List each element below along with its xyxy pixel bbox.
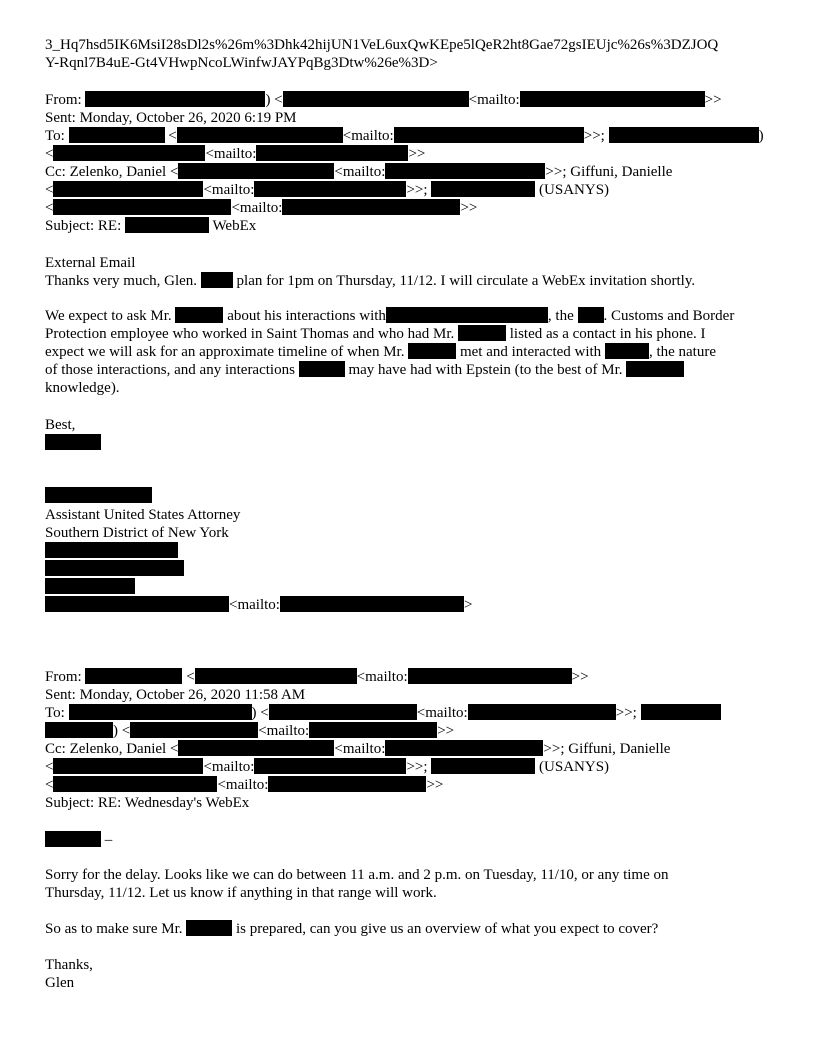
redaction [268,776,426,792]
email2-closing: Thanks, [45,957,93,973]
redaction [386,307,548,323]
signature-line-3 [45,578,135,596]
redaction [175,307,223,323]
signature-line-2 [45,560,184,578]
redaction [125,217,209,233]
email1-paragraph-2-line-5: knowledge). [45,380,120,396]
url-line-2: Y-Rqnl7B4uE-Gt4VHwpNcoLWinfwJAYPqBg3Dtw%26e%3D> [45,55,438,71]
email1-to-line: To: < <mailto: >>; ) [45,128,764,144]
redaction [626,361,684,377]
redaction [186,920,232,936]
redaction [385,740,543,756]
email2-signoff: Glen [45,975,75,991]
redaction [431,758,535,774]
redaction [177,127,343,143]
redaction [280,596,464,612]
redaction [69,704,252,720]
redaction [468,704,616,720]
email2-to-line: To: ) < <mailto: >>; [45,704,721,722]
signature-email: <mailto: > [45,596,472,614]
redaction [385,163,545,179]
email2-cc-line: Cc: Zelenko, Daniel < <mailto: >>; Giffuni, Danielle [45,741,671,757]
email1-to-line-2: < <mailto: >> [45,146,426,162]
redaction [195,668,357,684]
url-line-1: 3_Hq7hsd5IK6MsiI28sDl2s%26m%3Dhk42hijUN1VeL6uxQwKEpe5lQeR2ht8Gae72gsIEUjc%26s%3DZJOQ [45,37,719,53]
redaction [201,272,233,288]
redaction [45,578,135,594]
redaction [605,343,649,359]
email1-cc-line: Cc: Zelenko, Daniel < <mailto: >>; Giffuni, Danielle [45,164,673,180]
redaction [282,199,460,215]
redaction [69,127,165,143]
redaction [85,91,265,107]
email1-from-line: From: ) < <mailto: >> [45,92,722,108]
redaction [256,145,408,161]
email1-paragraph-2-line-3: expect we will ask for an approximate timeline of when Mr. met and interacted with , the nature [45,344,716,360]
email1-cc-line-3: < <mailto: >> [45,200,478,216]
redaction [53,199,231,215]
email1-paragraph-1: Thanks very much, Glen. plan for 1pm on Thursday, 11/12. I will circulate a WebEx invitation shortly. [45,273,696,289]
redaction [458,325,506,341]
email1-subject-line: Subject: RE: WebEx [45,218,257,234]
signature-office: Southern District of New York [45,525,229,541]
redaction [283,91,469,107]
redaction [53,776,217,792]
signature-line-1 [45,542,178,560]
email2-subject-line: Subject: RE: Wednesday's WebEx [45,795,250,811]
redaction [178,163,334,179]
redaction [394,127,584,143]
email2-cc-line-3: < <mailto: >> [45,777,444,793]
email2-paragraph-2: So as to make sure Mr. is prepared, can you give us an overview of what you expect to cover? [45,921,659,937]
redaction [53,145,205,161]
email2-to-line-2: ) < <mailto: >> [45,722,454,740]
email1-paragraph-2-line-1: We expect to ask Mr. about his interactions with , the . Customs and Border [45,308,735,324]
redaction [408,343,456,359]
redaction [130,722,258,738]
redaction [45,596,229,612]
external-email-banner: External Email [45,255,136,271]
redaction [641,704,721,720]
email1-paragraph-2-line-2: Protection employee who worked in Saint Thomas and who had Mr. listed as a contact in his phone. I [45,326,706,342]
email1-sent-line: Sent: Monday, October 26, 2020 6:19 PM [45,110,297,126]
redaction [178,740,334,756]
email1-closing: Best, [45,417,76,433]
redaction [299,361,345,377]
signature-name [45,487,152,505]
redaction [578,307,604,323]
redaction [53,181,203,197]
redaction [45,722,113,738]
email2-from-line: From: < <mailto: >> [45,669,589,685]
email1-paragraph-2-line-4: of those interactions, and any interactions may have had with Epstein (to the best of Mr. [45,361,684,379]
email2-greeting: – [45,831,112,849]
redaction [520,91,705,107]
redaction [45,560,184,576]
email2-sent-line: Sent: Monday, October 26, 2020 11:58 AM [45,687,306,703]
redaction [254,758,406,774]
redaction [408,668,572,684]
email1-cc-line-2: < <mailto: >>; (USANYS) [45,182,610,198]
email2-paragraph-1-line-1: Sorry for the delay. Looks like we can do between 11 a.m. and 2 p.m. on Tuesday, 11/10, or any time on [45,867,669,883]
redaction [53,758,203,774]
redaction [269,704,417,720]
redaction [309,722,437,738]
redaction [254,181,406,197]
email2-cc-line-2: < <mailto: >>; (USANYS) [45,759,610,775]
redaction [609,127,759,143]
email2-paragraph-1-line-2: Thursday, 11/12. Let us know if anything in that range will work. [45,885,437,901]
redaction [85,668,182,684]
signature-title: Assistant United States Attorney [45,507,241,523]
redaction [45,434,101,450]
redaction [45,487,152,503]
redaction [45,831,101,847]
email1-signer [45,434,101,452]
redaction [45,542,178,558]
redaction [431,181,535,197]
